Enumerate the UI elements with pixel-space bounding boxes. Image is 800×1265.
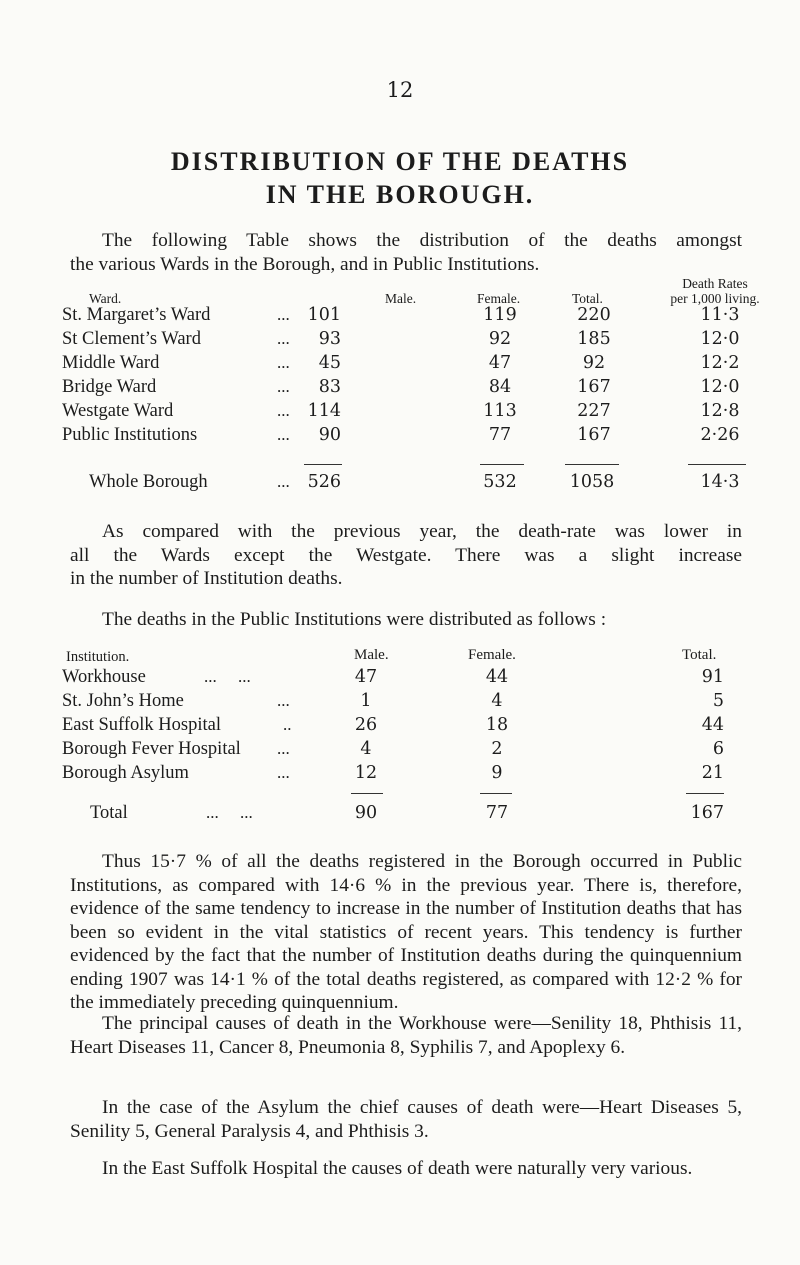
male-count: 26 [354, 715, 378, 735]
intro-line-1: The following Table shows the distribution of the deaths amongst [102, 230, 742, 251]
ward-name: St Clement’s Ward [62, 329, 201, 349]
leader-dots: .. [283, 715, 292, 734]
female-count: 44 [485, 667, 509, 687]
female-count: 84 [488, 377, 512, 397]
female-count: 119 [483, 305, 517, 325]
divider [351, 793, 383, 794]
ward-name: Bridge Ward [62, 377, 157, 397]
paragraph-asylum-text: In the case of the Asylum the chief causes of death were—Heart Diseases 5, Senility 5, General Paralysis 4, and Phthisis 3. [70, 1097, 742, 1142]
institution-name: Workhouse [62, 667, 146, 687]
female-total: 532 [483, 472, 517, 492]
death-rate: 12·0 [700, 377, 740, 397]
comparison-paragraph [70, 520, 742, 591]
leader-dots: ... [277, 691, 290, 710]
female-count: 113 [483, 401, 517, 421]
summary-label: Total [90, 803, 128, 823]
female-count: 18 [485, 715, 509, 735]
summary-row [0, 803, 800, 827]
total-count: 167 [577, 377, 611, 397]
female-total: 77 [485, 803, 509, 823]
leader-dots: ... ... [204, 667, 251, 686]
female-count: 92 [488, 329, 512, 349]
table-row [0, 691, 800, 715]
wards-header-total: Total. [572, 291, 603, 306]
paragraph-hospital [70, 1157, 742, 1181]
total-count: 220 [577, 305, 611, 325]
leader-dots: ... [277, 401, 290, 420]
leader-dots: ... [277, 425, 290, 444]
ward-name: Middle Ward [62, 353, 160, 373]
total-count: 91 [701, 667, 724, 687]
divider [304, 464, 342, 465]
divider [686, 793, 724, 794]
grand-total: 1058 [569, 472, 615, 492]
total-count: 185 [577, 329, 611, 349]
summary-row [0, 472, 800, 496]
male-count: 83 [318, 377, 341, 397]
leader-dots: ... [277, 353, 290, 372]
divider [688, 464, 746, 465]
female-count: 9 [491, 763, 503, 783]
female-count: 77 [488, 425, 512, 445]
leader-dots: ... [277, 739, 290, 758]
table-row [0, 353, 800, 377]
intro-paragraph [70, 229, 742, 276]
leader-dots: ... [277, 472, 290, 491]
table-row [0, 425, 800, 449]
leader-dots: ... ... [206, 803, 253, 822]
wards-header-rate-line-1: Death Rates [682, 276, 748, 291]
paragraph-asylum [70, 1096, 742, 1143]
institution-name: St. John’s Home [62, 691, 184, 711]
table-row [0, 715, 800, 739]
male-count: 1 [360, 691, 372, 711]
total-count: 44 [701, 715, 724, 735]
institutions-intro-text: The deaths in the Public Institutions were distributed as follows : [102, 609, 607, 630]
comparison-line-2: all the Wards except the Westgate. There was a slight increase [70, 544, 742, 566]
paragraph-workhouse [70, 1012, 742, 1059]
leader-dots: ... [277, 377, 290, 396]
institution-name: Borough Asylum [62, 763, 189, 783]
institutions-intro [70, 608, 742, 632]
table-row [0, 329, 800, 353]
total-count: 6 [712, 739, 724, 759]
wards-header-male: Male. [385, 291, 417, 306]
death-rate: 11·3 [700, 305, 740, 325]
male-count: 90 [318, 425, 341, 445]
male-total: 526 [307, 472, 341, 492]
male-count: 12 [354, 763, 378, 783]
male-count: 45 [318, 353, 341, 373]
wards-header-ward: Ward. [89, 291, 122, 306]
inst-header-female: Female. [468, 647, 516, 663]
leader-dots: ... [277, 329, 290, 348]
death-rate: 2·26 [700, 425, 740, 445]
inst-header-total: Total. [682, 647, 717, 663]
paragraph-thus [70, 850, 742, 1015]
male-count: 4 [360, 739, 372, 759]
male-count: 93 [318, 329, 341, 349]
paragraph-hospital-text: In the East Suffolk Hospital the causes of death were naturally very various. [102, 1158, 693, 1179]
table-row [0, 377, 800, 401]
male-count: 114 [307, 401, 341, 421]
death-rate: 12·8 [700, 401, 740, 421]
inst-header-institution: Institution. [66, 649, 130, 665]
grand-total: 167 [690, 803, 724, 823]
table-row [0, 305, 800, 329]
death-rate: 12·2 [700, 353, 740, 373]
table-row [0, 667, 800, 691]
ward-name: Westgate Ward [62, 401, 174, 421]
ward-name: St. Margaret’s Ward [62, 305, 211, 325]
divider [565, 464, 619, 465]
comparison-line-3: in the number of Institution deaths. [70, 568, 343, 589]
table-row [0, 763, 800, 787]
title-line-2: IN THE BOROUGH. [265, 180, 535, 209]
male-total: 90 [354, 803, 378, 823]
total-count: 5 [712, 691, 724, 711]
divider [480, 464, 524, 465]
divider [480, 793, 512, 794]
comparison-line-1: As compared with the previous year, the death-rate was lower in [102, 521, 742, 542]
page-number: 12 [386, 78, 414, 102]
table-row [0, 401, 800, 425]
title-line-1: DISTRIBUTION OF THE DEATHS [170, 147, 630, 176]
table-row [0, 739, 800, 763]
total-count: 21 [701, 763, 724, 783]
male-count: 47 [354, 667, 378, 687]
female-count: 2 [491, 739, 503, 759]
institution-name: Borough Fever Hospital [62, 739, 241, 759]
female-count: 47 [488, 353, 512, 373]
leader-dots: ... [277, 305, 290, 324]
total-count: 92 [582, 353, 606, 373]
male-count: 101 [307, 305, 341, 325]
summary-label: Whole Borough [89, 472, 208, 492]
ward-name: Public Institutions [62, 425, 198, 445]
institution-name: East Suffolk Hospital [62, 715, 221, 735]
overall-rate: 14·3 [700, 472, 740, 492]
paragraph-workhouse-text: The principal causes of death in the Workhouse were—Senility 18, Phthisis 11, Heart Diseases 11, Cancer 8, Pneumonia 8, Syphilis 7, and Apoplexy 6. [70, 1013, 742, 1058]
total-count: 167 [577, 425, 611, 445]
leader-dots: ... [277, 763, 290, 782]
death-rate: 12·0 [700, 329, 740, 349]
inst-header-male: Male. [354, 647, 389, 663]
total-count: 227 [577, 401, 611, 421]
paragraph-thus-text: Thus 15·7 % of all the deaths registered in the Borough occurred in Public Institutions, as compared with 14·6 % in the previous year. There is, therefore, evidence of the same tendency to increase in the number of Institution deaths that has been so evident in the vital statistics of recent years. This tendency is further evidenced by the fact that the number of Institution deaths during the quinquennium ending 1907 was 14·1 % of the total deaths registered, as compared with 12·2 % for the immediately preceding quinquennium. [70, 851, 742, 1013]
wards-header-rate-line-2: per 1,000 living. [670, 291, 760, 306]
female-count: 4 [491, 691, 503, 711]
wards-header-female: Female. [477, 291, 521, 306]
intro-line-2: the various Wards in the Borough, and in Public Institutions. [70, 253, 540, 275]
